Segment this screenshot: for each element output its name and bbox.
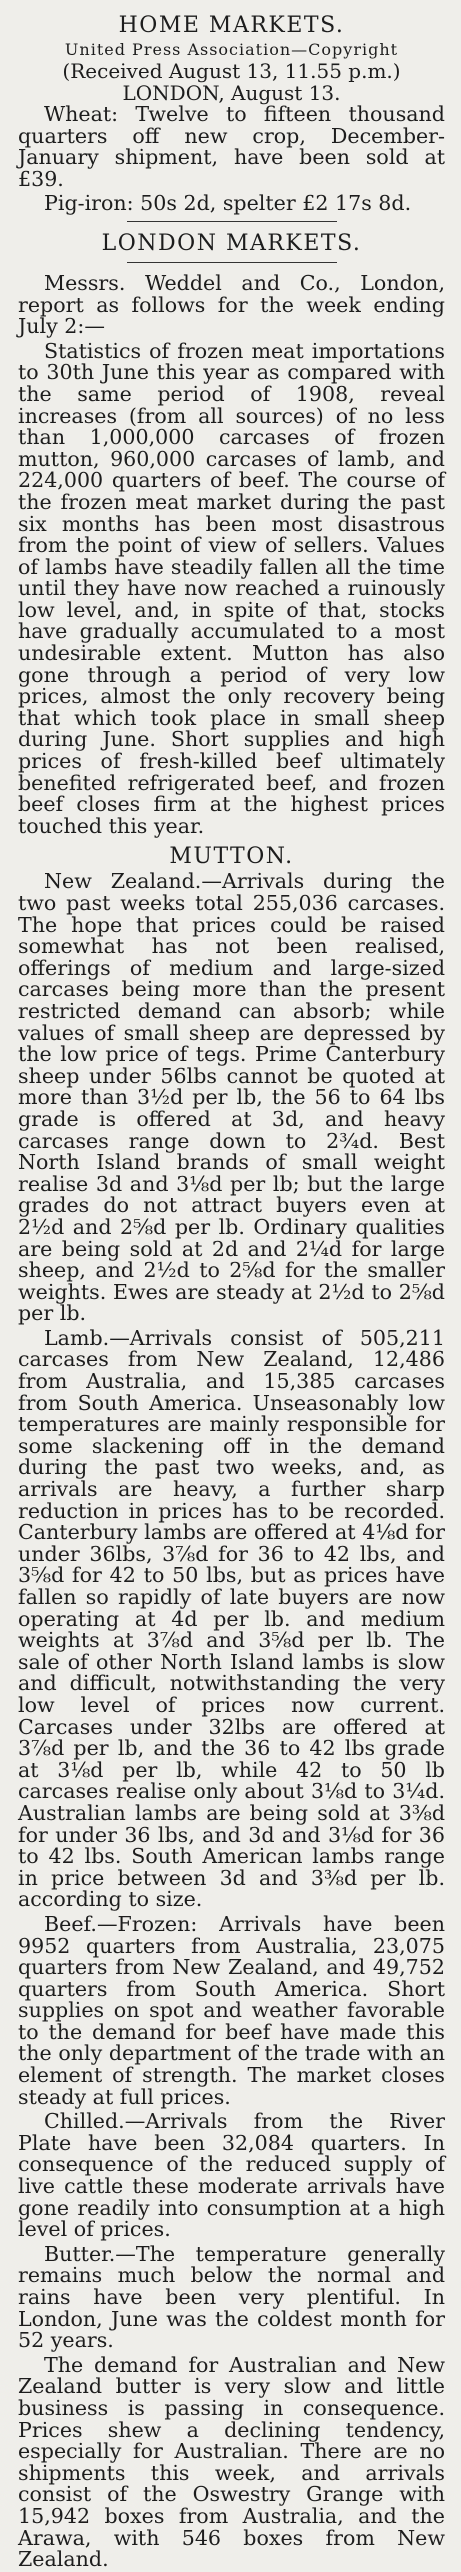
wheat-paragraph: Wheat: Twelve to fifteen thousand quarters off new crop, December-January shipment, have been sold at £39. bbox=[18, 102, 445, 191]
press-credit: United Press Association—Copyright bbox=[64, 40, 399, 59]
butter-paragraph: Butter.—The temperature generally remains much below the normal and rains have been very plentiful. In London, June was the coldest month for 52 years. bbox=[18, 2241, 445, 2353]
heading-divider bbox=[127, 262, 337, 263]
new-zealand-paragraph: New Zealand.—Arrivals during the two past weeks total 255,036 carcases. The hope that prices could be raised somewhat has not been realised, offerings of medium and large-sized carcases being more than the present restricted demand can absorb; while values of small sheep are depressed by the low price of tegs. Prime Canterbury sheep under 56lbs cannot be quoted at more than 3½d per lb, the 56 to 64 lbs grade is offered at 3d, and heavy carcases range down to 2¾d. Best North Island brands of small weight realise 3d and 3⅛d per lb; but the large grades do not attract buyers even at 2½d and 2⅝d per lb. Ordinary qualities are being sold at 2d and 2¼d for large sheep, and 2½d to 2⅝d for the smaller weights. Ewes are steady at 2½d to 2⅝d per lb. bbox=[18, 869, 445, 1326]
mutton-heading: MUTTON. bbox=[169, 844, 294, 870]
butter-demand-paragraph: The demand for Australian and New Zealand butter is very slow and little business is passing in consequence. Prices shew a declining tendency, especially for Australian. There are no shipments this week, and arrivals consist of the Oswestry Grange with 15,942 boxes from Australia, and the Arawa, with 546 boxes from New Zealand. bbox=[18, 2352, 445, 2572]
frozen-meat-paragraph: Statistics of frozen meat importations to 30th June this year as compared with the same period of 1908, reveal increases (from all sources) of no less than 1,000,000 carcases of frozen mutton, 960,000 carcases of lamb, and 224,000 quarters of beef. The course of the frozen meat market during the past six months has been most disastrous from the point of view of sellers. Values of lambs have steadily fallen all the time until they have now reached a ruinously low level, and, in spite of that, stocks have gradually accumulated to a most undesirable extent. Mutton has also gone through a period of very low prices, almost the only recovery being that which took place in small sheep during June. Short supplies and high prices of fresh-killed beef ultimately benefited refrigerated beef, and frozen beef closes firm at the highest prices touched this year. bbox=[18, 338, 445, 838]
dateline: LONDON, August 13. bbox=[122, 81, 341, 105]
beef-chilled-paragraph: Chilled.—Arrivals from the River Plate have been 32,084 quarters. In consequence of the reduced supply of live cattle these moderate arrivals have gone readily into consumption at a high level of prices. bbox=[18, 2109, 445, 2242]
lamb-paragraph: Lamb.—Arrivals consist of 505,211 carcases from New Zealand, 12,486 from Australia, and 15,385 carcases from South America. Unseasonably low temperatures are mainly responsible for some slackening off in the demand during the past two weeks, and, as arrivals are heavy, a further sharp reduction in prices has to be recorded. Canterbury lambs are offered at 4⅛d for under 36lbs, 3⅞d for 36 to 42 lbs, and 3⅝d for 42 to 50 lbs, but as prices have fallen so rapidly of late buyers are now operating at 4d per lb. and medium weights at 3⅞d and 3⅝d per lb. The sale of other North Island lambs is slow and difficult, notwithstanding the very low level of prices now current. Carcases under 32lbs are offered at 3⅞d per lb, and the 36 to 42 lbs grade at 3⅛d per lb, while 42 to 50 lb carcases realise only about 3⅛d to 3¼d. Australian lambs are being sold at 3⅜d for under 36 lbs, and 3d and 3⅛d for 36 to 42 lbs. South American lambs range in price between 3d and 3⅜d per lb. according to size. bbox=[18, 1325, 445, 1912]
received-line: (Received August 13, 11.55 p.m.) bbox=[62, 59, 401, 83]
beef-frozen-paragraph: Beef.—Frozen: Arrivals have been 9952 quarters from Australia, 23,075 quarters from New Zealand, and 49,752 quarters from South America. Short supplies on spot and weather favorable to the demand for beef have made this the only department of the trade with an element of strength. The market closes steady at full prices. bbox=[18, 1911, 445, 2109]
london-markets-heading: LONDON MARKETS. bbox=[101, 230, 362, 256]
pig-iron-paragraph: Pig-iron: 50s 2d, spelter £2 17s 8d. bbox=[44, 191, 412, 216]
home-markets-heading: HOME MARKETS. bbox=[118, 13, 345, 38]
section-divider bbox=[127, 221, 337, 222]
intro-paragraph: Messrs. Weddel and Co., London, report as follows for the week ending July 2:— bbox=[18, 270, 445, 339]
